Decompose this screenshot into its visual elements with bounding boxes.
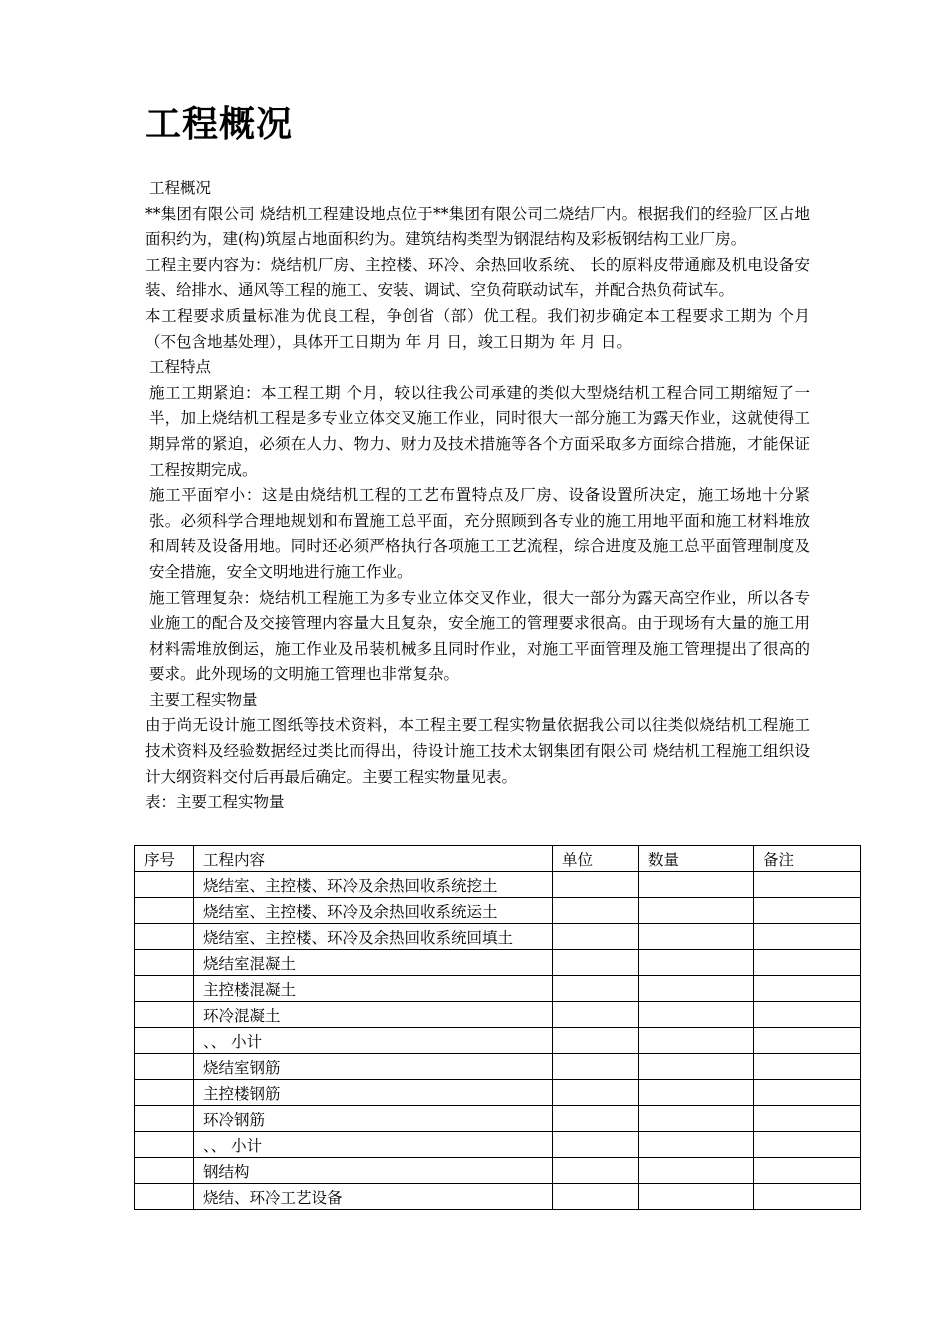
cell-content: 主控楼钢筋 bbox=[194, 1080, 553, 1106]
cell-content: 主控楼混凝土 bbox=[194, 976, 553, 1002]
cell-remark bbox=[754, 1132, 861, 1158]
cell-content: 烧结室、主控楼、环冷及余热回收系统挖土 bbox=[194, 872, 553, 898]
table-row bbox=[135, 1158, 861, 1184]
cell-remark bbox=[754, 1184, 861, 1210]
features-paragraph-2: 施工平面窄小：这是由烧结机工程的工艺布置特点及厂房、设备设置所决定，施工场地十分紧张。必须科学合理地规划和布置施工总平面，充分照顾到各专业的施工用地平面和施工材料堆放和周转及设备用地。同时还必须严格执行各项施工工艺流程，综合进度及施工总平面管理制度及安全措施，安全文明地进行施工作业。 bbox=[149, 486, 810, 581]
cell-quantity bbox=[639, 1080, 754, 1106]
overview-paragraph-2: 工程主要内容为：烧结机厂房、主控楼、环冷、余热回收系统、 长的原料皮带通廊及机电设备安装、给排水、通风等工程的施工、安装、调试、空负荷联动试车，并配合热负荷试车。 bbox=[145, 255, 810, 300]
header-unit: 单位 bbox=[553, 846, 639, 872]
cell-index bbox=[135, 1080, 194, 1106]
cell-unit bbox=[553, 898, 639, 924]
cell-content: 环冷钢筋 bbox=[194, 1106, 553, 1132]
header-index: 序号 bbox=[135, 846, 194, 872]
header-content: 工程内容 bbox=[194, 846, 553, 872]
cell-quantity bbox=[639, 1158, 754, 1184]
cell-quantity bbox=[639, 1132, 754, 1158]
cell-unit bbox=[553, 1184, 639, 1210]
section-heading-overview: 工程概况 bbox=[149, 179, 212, 197]
cell-quantity bbox=[639, 898, 754, 924]
table-row bbox=[135, 1132, 861, 1158]
cell-index bbox=[135, 1132, 194, 1158]
cell-content: 环冷混凝土 bbox=[194, 1002, 553, 1028]
cell-content: 、、 小计 bbox=[194, 1132, 553, 1158]
table-caption: 表：主要工程实物量 bbox=[145, 793, 285, 812]
cell-unit bbox=[553, 1132, 639, 1158]
cell-content: 、、 小计 bbox=[194, 1028, 553, 1054]
cell-index bbox=[135, 924, 194, 950]
cell-remark bbox=[754, 976, 861, 1002]
table-row bbox=[135, 872, 861, 898]
overview-paragraph-1: **集团有限公司 烧结机工程建设地点位于**集团有限公司二烧结厂内。根据我们的经验厂区占地面积约为，建(构)筑屋占地面积约为。建筑结构类型为钢混结构及彩板钢结构工业厂房。 bbox=[145, 204, 810, 249]
cell-index bbox=[135, 950, 194, 976]
page-title: 工程概况 bbox=[145, 104, 294, 145]
table-header-row bbox=[135, 846, 861, 872]
quantity-table-body bbox=[135, 846, 861, 1210]
cell-quantity bbox=[639, 1002, 754, 1028]
cell-index bbox=[135, 1184, 194, 1210]
cell-remark bbox=[754, 1080, 861, 1106]
section-heading-features: 工程特点 bbox=[149, 358, 212, 377]
table-row bbox=[135, 950, 861, 976]
table-row bbox=[135, 1002, 861, 1028]
cell-unit bbox=[553, 976, 639, 1002]
cell-remark bbox=[754, 898, 861, 924]
cell-remark bbox=[754, 872, 861, 898]
quantity-table bbox=[134, 845, 861, 1210]
cell-quantity bbox=[639, 1054, 754, 1080]
cell-index bbox=[135, 1158, 194, 1184]
table-row bbox=[135, 976, 861, 1002]
table-row bbox=[135, 1028, 861, 1054]
cell-remark bbox=[754, 924, 861, 950]
cell-remark bbox=[754, 1106, 861, 1132]
table-row bbox=[135, 1184, 861, 1210]
table-row bbox=[135, 1054, 861, 1080]
cell-unit bbox=[553, 1106, 639, 1132]
cell-index bbox=[135, 1028, 194, 1054]
cell-unit bbox=[553, 1002, 639, 1028]
cell-unit bbox=[553, 1158, 639, 1184]
cell-remark bbox=[754, 1002, 861, 1028]
cell-unit bbox=[553, 872, 639, 898]
cell-content: 烧结室混凝土 bbox=[194, 950, 553, 976]
document-page bbox=[145, 100, 810, 816]
cell-unit bbox=[553, 924, 639, 950]
cell-unit bbox=[553, 1028, 639, 1054]
table-row bbox=[135, 898, 861, 924]
cell-index bbox=[135, 1054, 194, 1080]
cell-unit bbox=[553, 950, 639, 976]
cell-remark bbox=[754, 950, 861, 976]
header-remark: 备注 bbox=[754, 846, 861, 872]
cell-remark bbox=[754, 1054, 861, 1080]
cell-remark bbox=[754, 1028, 861, 1054]
cell-content: 烧结室、主控楼、环冷及余热回收系统回填土 bbox=[194, 924, 553, 950]
quantity-paragraph-1: 由于尚无设计施工图纸等技术资料，本工程主要工程实物量依据我公司以往类似烧结机工程施工技术资料及经验数据经过类比而得出，待设计施工技术太钢集团有限公司 烧结机工程施工组织设计大纲资料交付后再最后确定。主要工程实物量见表。 bbox=[145, 716, 810, 786]
section-heading-quantity: 主要工程实物量 bbox=[149, 690, 258, 709]
cell-unit bbox=[553, 1054, 639, 1080]
cell-quantity bbox=[639, 924, 754, 950]
cell-index bbox=[135, 976, 194, 1002]
table-row bbox=[135, 924, 861, 950]
cell-content: 烧结室、主控楼、环冷及余热回收系统运土 bbox=[194, 898, 553, 924]
cell-content: 钢结构 bbox=[194, 1158, 553, 1184]
header-quantity: 数量 bbox=[639, 846, 754, 872]
table-row bbox=[135, 1106, 861, 1132]
cell-index bbox=[135, 872, 194, 898]
features-paragraph-3: 施工管理复杂：烧结机工程施工为多专业立体交叉作业，很大一部分为露天高空作业，所以各专业施工的配合及交接管理内容量大且复杂，安全施工的管理要求很高。由于现场有大量的施工用材料需堆放倒运，施工作业及吊装机械多且同时作业，对施工平面管理及施工管理提出了很高的要求。此外现场的文明施工管理也非常复杂。 bbox=[149, 588, 810, 684]
cell-content: 烧结、环冷工艺设备 bbox=[194, 1184, 553, 1210]
cell-index bbox=[135, 1002, 194, 1028]
cell-quantity bbox=[639, 1028, 754, 1054]
features-paragraph-1: 施工工期紧迫：本工程工期 个月，较以往我公司承建的类似大型烧结机工程合同工期缩短了一半，加上烧结机工程是多专业立体交叉施工作业，同时很大一部分施工为露天作业，这就使得工期异常的紧迫，必须在人力、物力、财力及技术措施等各个方面采取多方面综合措施，才能保证工程按期完成。 bbox=[149, 383, 810, 479]
cell-unit bbox=[553, 1080, 639, 1106]
cell-quantity bbox=[639, 976, 754, 1002]
table-row bbox=[135, 1080, 861, 1106]
cell-quantity bbox=[639, 1106, 754, 1132]
cell-remark bbox=[754, 1158, 861, 1184]
cell-quantity bbox=[639, 950, 754, 976]
overview-paragraph-3: 本工程要求质量标准为优良工程，争创省（部）优工程。我们初步确定本工程要求工期为 个月（不包含地基处理），具体开工日期为 年 月 日，竣工日期为 年 月 日。 bbox=[145, 306, 810, 351]
cell-quantity bbox=[639, 872, 754, 898]
cell-content: 烧结室钢筋 bbox=[194, 1054, 553, 1080]
cell-quantity bbox=[639, 1184, 754, 1210]
cell-index bbox=[135, 1106, 194, 1132]
cell-index bbox=[135, 898, 194, 924]
